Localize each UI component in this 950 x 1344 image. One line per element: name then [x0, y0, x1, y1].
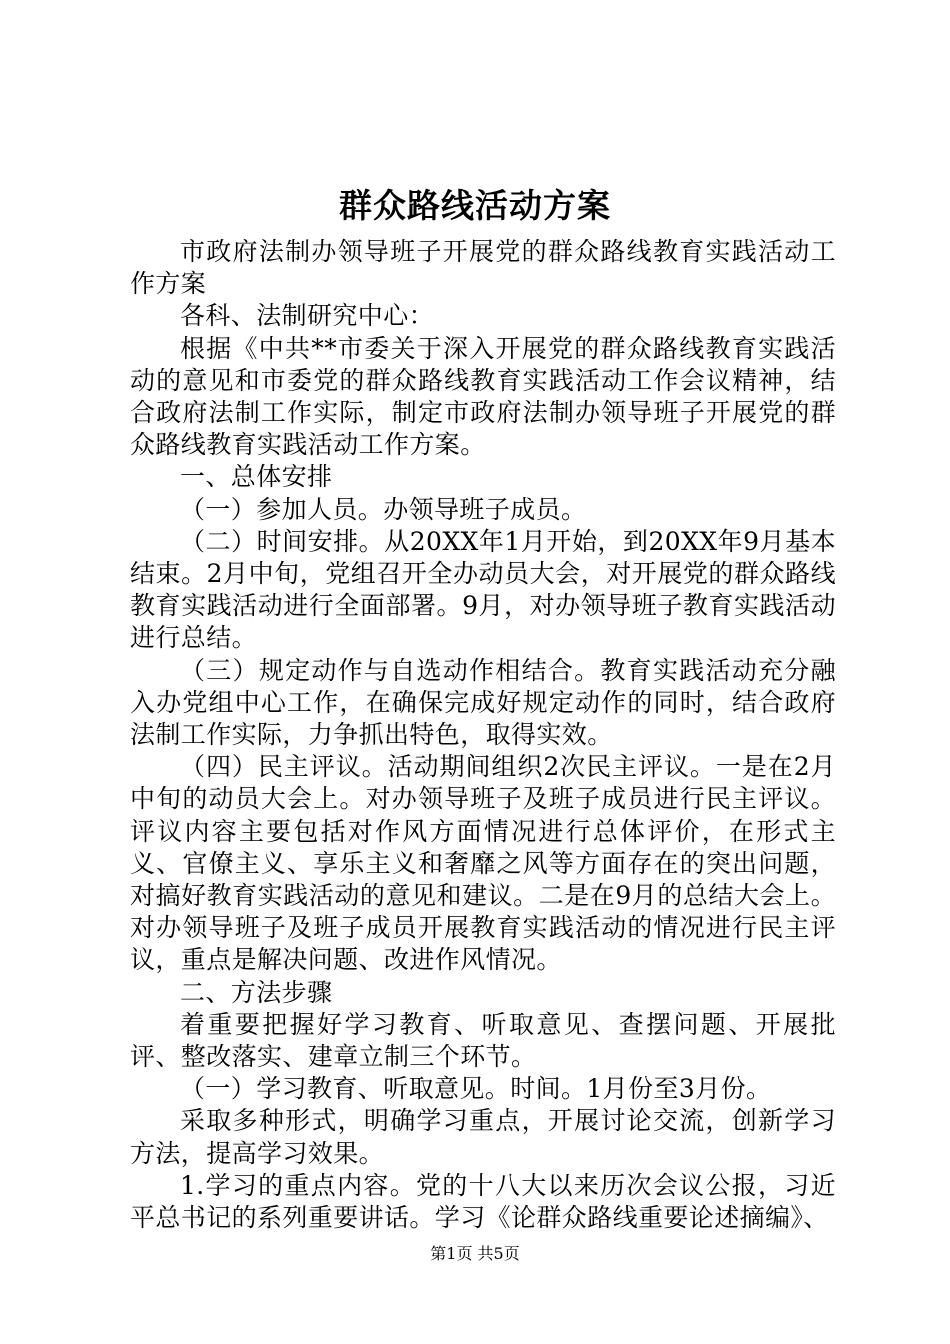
paragraph-study-content: 1.学习的重点内容。党的十八大以来历次会议公报，习近平总书记的系列重要讲话。学习《论群众路线重要论述摘编》、	[130, 1170, 836, 1233]
paragraph-study-period: （一）学习教育、听取意见。时间。1月份至3月份。	[180, 1074, 772, 1104]
paragraph-key-links: 着重要把握好学习教育、听取意见、查摆问题、开展批评、整改落实、建章立制三个环节。	[130, 1009, 836, 1072]
paragraph-schedule: （二）时间安排。从20XX年1月开始，到20XX年9月基本结束。2月中旬，党组召开全办动员大会，对开展党的群众路线教育实践活动进行全面部署。9月，对办领导班子教育实践活动进行总结。	[130, 526, 836, 653]
paragraph-addressee: 各科、法制研究中心：	[180, 301, 435, 331]
paragraph-plan-name: 市政府法制办领导班子开展党的群众路线教育实践活动工作方案	[130, 237, 836, 299]
paragraph-combined-actions: （三）规定动作与自选动作相结合。教育实践活动充分融入办党组中心工作，在确保完成好规定动作的同时，结合政府法制工作实际，力争抓出特色，取得实效。	[130, 655, 836, 750]
paragraph-participants: （一）参加人员。办领导班子成员。	[180, 494, 587, 524]
page-number-footer: 第1页 共5页	[430, 1244, 520, 1263]
heading-overall-arrangement: 一、总体安排	[180, 462, 333, 492]
heading-methods-steps: 二、方法步骤	[180, 977, 333, 1007]
document-title: 群众路线活动方案	[339, 186, 611, 225]
paragraph-democratic-review: （四）民主评议。活动期间组织2次民主评议。一是在2月中旬的动员大会上。对办领导班子及班子成员进行民主评议。评议内容主要包括对作风方面情况进行总体评价，在形式主义、官僚主义、享乐主义和奢靡之风等方面存在的突出问题，对搞好教育实践活动的意见和建议。二是在9月的总结大会上。对办领导班子及班子成员开展教育实践活动的情况进行民主评议，重点是解决问题、改进作风情况。	[130, 752, 836, 975]
document-body	[130, 236, 836, 1234]
paragraph-study-forms: 采取多种形式，明确学习重点，开展讨论交流，创新学习方法，提高学习效果。	[130, 1106, 836, 1168]
paragraph-basis: 根据《中共**市委关于深入开展党的群众路线教育实践活动的意见和市委党的群众路线教育实践活动工作会议精神，结合政府法制工作实际，制定市政府法制办领导班子开展党的群众路线教育实践活动工作方案。	[130, 333, 836, 460]
